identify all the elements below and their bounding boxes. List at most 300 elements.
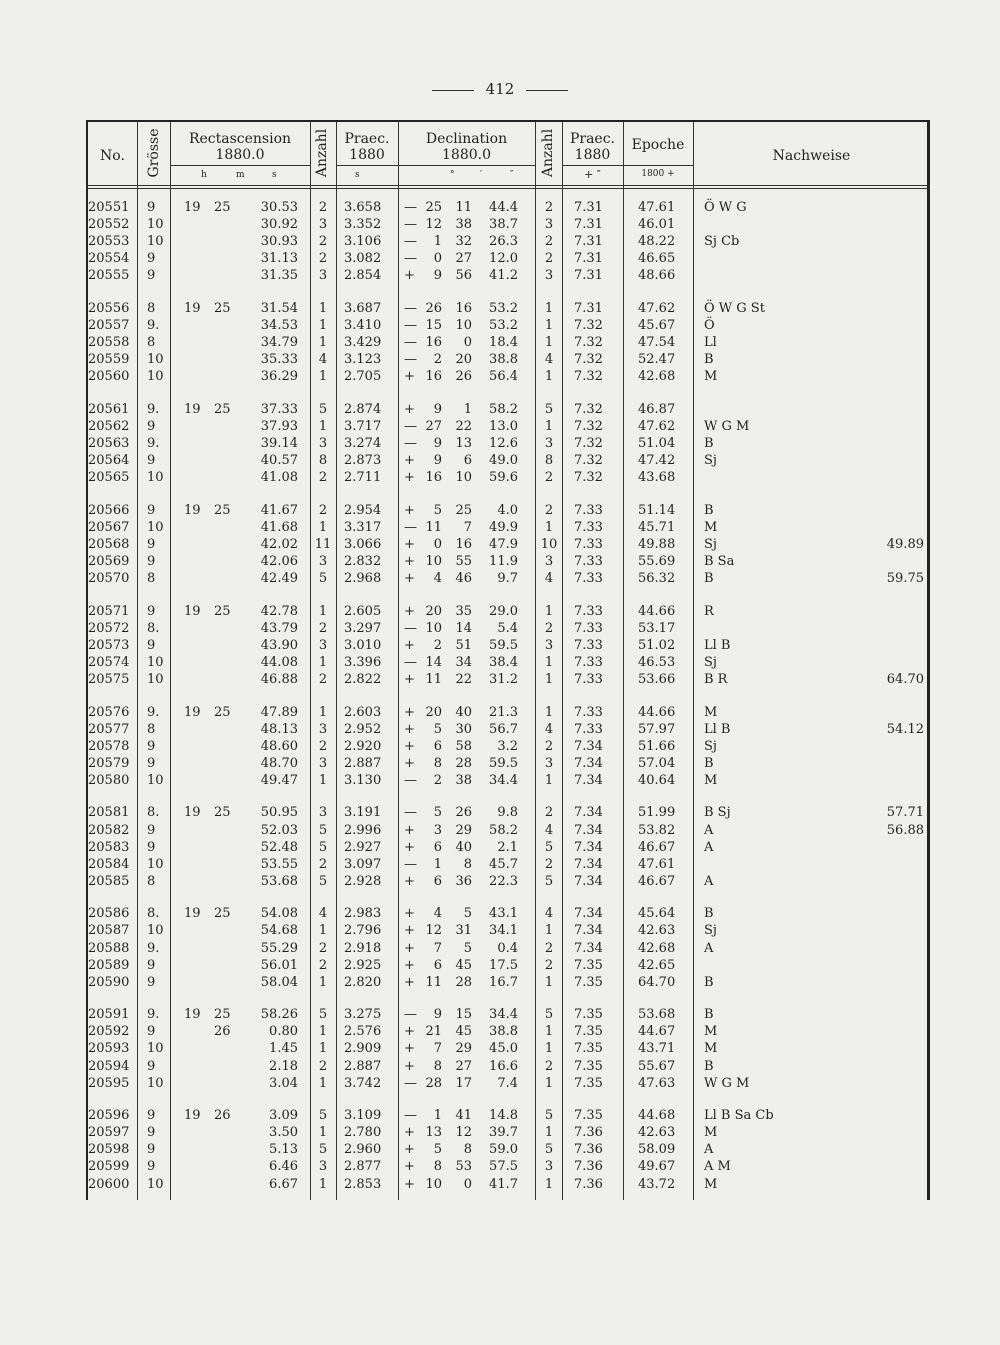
cell-sg: — [404, 519, 417, 535]
cell-n1: 5 [318, 839, 328, 855]
cell-pr2: 7.33 [574, 554, 603, 569]
header-nachweise: Nachweise [772, 148, 851, 164]
cell-sg: — [404, 234, 417, 250]
cell-ds: 43.1 [489, 906, 518, 922]
cell-sg: + [404, 637, 415, 653]
cell-s: 31.35 [260, 268, 298, 284]
cell-n1: 1 [318, 369, 328, 385]
cell-dd: 2 [433, 772, 442, 788]
cell-dm: 56 [455, 268, 472, 284]
cell-n2: 5 [544, 1108, 554, 1124]
cell-pr1: 3.352 [344, 217, 382, 233]
cell-dm: 29 [455, 822, 472, 838]
cell-ds: 59.0 [489, 1142, 518, 1158]
cell-dm: 10 [455, 318, 472, 333]
cell-pr2: 7.36 [574, 1176, 603, 1192]
cell-no: 20600 [88, 1176, 130, 1192]
cell-sg: + [404, 470, 415, 486]
cell-nw: A [704, 822, 714, 838]
cell-dm: 8 [463, 856, 472, 872]
cell-s: 48.13 [260, 721, 298, 737]
header-dec-unit-sec: ″ [510, 170, 514, 180]
cell-ep: 57.97 [638, 721, 676, 737]
cell-gr: 9 [147, 738, 156, 754]
cell-s: 31.54 [260, 300, 298, 316]
cell-dd: 0 [433, 536, 442, 552]
cell-h: 19 [184, 200, 201, 215]
cell-n2: 2 [544, 805, 554, 821]
cell-m: 25 [214, 906, 231, 922]
header-dec-unit-deg: ° [450, 170, 455, 180]
cell-sg: + [404, 672, 415, 687]
cell-n1: 2 [318, 620, 328, 636]
cell-n2: 4 [544, 906, 554, 922]
cell-dm: 51 [455, 637, 472, 653]
cell-nw: A M [704, 1159, 731, 1175]
cell-gr: 8. [147, 805, 160, 821]
cell-s: 30.53 [260, 200, 298, 215]
cell-ep: 46.67 [638, 839, 676, 855]
cell-nw: M [704, 772, 718, 788]
cell-ep: 44.68 [638, 1108, 676, 1124]
cell-h: 19 [184, 805, 201, 821]
cell-pr2: 7.33 [574, 536, 603, 552]
cell-no: 20588 [88, 940, 130, 956]
cell-nw: Ll B Sa Cb [704, 1108, 774, 1124]
cell-pr2: 7.33 [574, 571, 603, 587]
cell-no: 20592 [88, 1024, 130, 1040]
cell-s: 41.68 [260, 519, 298, 535]
cell-pr1: 3.010 [344, 637, 382, 653]
cell-pr1: 2.927 [344, 839, 382, 855]
cell-n1: 1 [318, 603, 328, 619]
cell-ds: 9.8 [497, 805, 518, 821]
cell-dd: 11 [425, 974, 442, 990]
cell-ds: 41.7 [489, 1176, 518, 1192]
cell-pr2: 7.34 [574, 822, 603, 838]
cell-h: 19 [184, 1108, 201, 1124]
header-ra-unit-s: s [272, 170, 277, 180]
cell-ep: 47.62 [638, 300, 676, 316]
cell-no: 20578 [88, 738, 130, 754]
cell-dd: 11 [425, 672, 442, 687]
cell-nw: B [704, 571, 714, 587]
cell-dd: 16 [425, 470, 442, 486]
cell-sg: — [404, 251, 417, 267]
cell-pr1: 2.605 [344, 603, 382, 619]
cell-ep: 45.67 [638, 318, 676, 333]
cell-ds: 4.0 [497, 502, 518, 518]
cell-sg: + [404, 704, 415, 720]
cell-ds: 18.4 [489, 335, 518, 351]
cell-n2: 2 [544, 957, 554, 973]
cell-no: 20557 [88, 318, 130, 333]
cell-n1: 1 [318, 772, 328, 788]
cell-n1: 1 [318, 1041, 328, 1057]
cell-nw: B [704, 502, 714, 518]
cell-s: 44.08 [260, 654, 298, 670]
cell-pr2: 7.36 [574, 1142, 603, 1158]
cell-pr2: 7.35 [574, 1058, 603, 1074]
cell-dm: 11 [455, 200, 472, 215]
cell-ep: 47.63 [638, 1075, 676, 1091]
cell-h: 19 [184, 906, 201, 922]
cell-nw: W G M [704, 1075, 750, 1091]
cell-ds: 2.1 [497, 839, 518, 855]
header-praec-1: Praec. [344, 131, 390, 147]
cell-n1: 3 [318, 637, 328, 653]
cell-nw: M [704, 519, 718, 535]
cell-ds: 56.4 [489, 369, 518, 385]
cell-nw: B [704, 1007, 714, 1023]
cell-n1: 1 [318, 519, 328, 535]
cell-gr: 9 [147, 1125, 156, 1141]
cell-pr1: 3.317 [344, 519, 382, 535]
cell-s: 31.13 [260, 251, 298, 267]
cell-pr2: 7.31 [574, 217, 603, 233]
cell-pr2: 7.34 [574, 805, 603, 821]
cell-m: 25 [214, 300, 231, 316]
cell-dm: 22 [455, 418, 472, 434]
cell-gr: 10 [147, 672, 164, 687]
cell-sg: + [404, 268, 415, 284]
cell-sg: + [404, 571, 415, 587]
cell-dd: 20 [425, 704, 442, 720]
cell-h: 19 [184, 300, 201, 316]
cell-m: 25 [214, 401, 231, 417]
cell-sg: — [404, 1108, 417, 1124]
cell-pr2: 7.33 [574, 637, 603, 653]
cell-ds: 58.2 [489, 401, 518, 417]
cell-ds: 9.7 [497, 571, 518, 587]
cell-n1: 2 [318, 200, 328, 215]
cell-n1: 1 [318, 1125, 328, 1141]
cell-pr1: 3.297 [344, 620, 382, 636]
cell-nw: R [704, 603, 714, 619]
cell-n1: 2 [318, 1058, 328, 1074]
cell-s: 53.55 [260, 856, 298, 872]
cell-pr2: 7.33 [574, 620, 603, 636]
cell-s: 41.67 [260, 502, 298, 518]
cell-ep: 42.63 [638, 1125, 676, 1141]
cell-dm: 53 [455, 1159, 472, 1175]
cell-no: 20553 [88, 234, 130, 250]
cell-gr: 8. [147, 620, 160, 636]
cell-sg: + [404, 1159, 415, 1175]
cell-pr2: 7.31 [574, 234, 603, 250]
cell-pr1: 2.874 [344, 401, 382, 417]
cell-dm: 31 [455, 923, 472, 939]
cell-gr: 8 [147, 300, 156, 316]
cell-pr1: 2.887 [344, 755, 382, 771]
cell-h: 19 [184, 502, 201, 518]
cell-pr2: 7.32 [574, 453, 603, 469]
cell-dm: 28 [455, 755, 472, 771]
cell-ep: 45.71 [638, 519, 676, 535]
cell-ep: 51.04 [638, 436, 676, 451]
cell-pr2: 7.32 [574, 436, 603, 451]
cell-x: 57.71 [886, 805, 924, 821]
cell-dm: 14 [455, 620, 472, 636]
cell-pr1: 2.920 [344, 738, 382, 754]
cell-pr1: 2.705 [344, 369, 382, 385]
cell-no: 20559 [88, 352, 130, 368]
cell-nw: B Sa [704, 554, 735, 569]
cell-ds: 16.6 [489, 1058, 518, 1074]
cell-no: 20597 [88, 1125, 130, 1141]
header-praec-1-year: 1880 [349, 147, 385, 163]
cell-m: 26 [214, 1108, 231, 1124]
cell-n1: 2 [318, 940, 328, 956]
cell-no: 20599 [88, 1159, 130, 1175]
cell-ds: 57.5 [489, 1159, 518, 1175]
cell-n2: 1 [544, 974, 554, 990]
cell-ep: 46.87 [638, 401, 676, 417]
cell-nw: Sj [704, 923, 717, 939]
cell-n1: 5 [318, 1142, 328, 1158]
cell-n1: 4 [318, 906, 328, 922]
cell-h: 19 [184, 1007, 201, 1023]
cell-n2: 1 [544, 369, 554, 385]
cell-gr: 8 [147, 721, 156, 737]
header-groesse: Grösse [146, 128, 162, 178]
cell-gr: 9 [147, 554, 156, 569]
cell-nw: W G M [704, 418, 750, 434]
cell-dd: 8 [433, 1058, 442, 1074]
cell-n2: 1 [544, 923, 554, 939]
cell-gr: 8. [147, 906, 160, 922]
cell-s: 30.92 [260, 217, 298, 233]
cell-dd: 15 [425, 318, 442, 333]
cell-pr1: 2.960 [344, 1142, 382, 1158]
cell-dd: 1 [433, 856, 442, 872]
cell-pr1: 3.410 [344, 318, 382, 333]
cell-nw: Sj [704, 738, 717, 754]
cell-s: 52.03 [260, 822, 298, 838]
cell-sg: + [404, 721, 415, 737]
cell-gr: 9 [147, 200, 156, 215]
cell-n1: 2 [318, 234, 328, 250]
cell-ds: 29.0 [489, 603, 518, 619]
cell-dm: 22 [455, 672, 472, 687]
cell-pr1: 2.996 [344, 822, 382, 838]
cell-n1: 1 [318, 318, 328, 333]
cell-gr: 8 [147, 335, 156, 351]
cell-n2: 4 [544, 822, 554, 838]
cell-pr2: 7.32 [574, 335, 603, 351]
cell-no: 20593 [88, 1041, 130, 1057]
cell-ds: 12.6 [489, 436, 518, 451]
cell-ds: 7.4 [497, 1075, 518, 1091]
cell-n2: 5 [544, 873, 554, 889]
cell-n1: 11 [314, 536, 332, 552]
cell-n2: 4 [544, 721, 554, 737]
cell-pr2: 7.34 [574, 755, 603, 771]
cell-dd: 9 [433, 1007, 442, 1023]
cell-dm: 13 [455, 436, 472, 451]
cell-no: 20580 [88, 772, 130, 788]
cell-ds: 34.4 [489, 772, 518, 788]
cell-ep: 42.63 [638, 923, 676, 939]
cell-dm: 45 [455, 1024, 472, 1040]
cell-ds: 53.2 [489, 318, 518, 333]
cell-sg: + [404, 502, 415, 518]
cell-dm: 27 [455, 1058, 472, 1074]
cell-s: 49.47 [260, 772, 298, 788]
cell-s: 50.95 [260, 805, 298, 821]
cell-nw: Sj [704, 453, 717, 469]
cell-dm: 27 [455, 251, 472, 267]
cell-dm: 41 [455, 1108, 472, 1124]
cell-s: 43.90 [260, 637, 298, 653]
cell-dm: 26 [455, 369, 472, 385]
cell-dm: 28 [455, 974, 472, 990]
cell-ep: 48.66 [638, 268, 676, 284]
cell-n1: 1 [318, 654, 328, 670]
cell-ep: 44.67 [638, 1024, 676, 1040]
cell-gr: 10 [147, 772, 164, 788]
cell-ep: 47.54 [638, 335, 676, 351]
cell-ep: 44.66 [638, 603, 676, 619]
cell-nw: M [704, 369, 718, 385]
cell-ds: 49.9 [489, 519, 518, 535]
cell-s: 42.78 [260, 603, 298, 619]
cell-pr1: 2.983 [344, 906, 382, 922]
cell-gr: 9. [147, 940, 160, 956]
cell-ds: 58.2 [489, 822, 518, 838]
cell-n1: 5 [318, 571, 328, 587]
cell-n2: 3 [544, 755, 554, 771]
cell-n2: 3 [544, 436, 554, 451]
cell-no: 20585 [88, 873, 130, 889]
cell-n2: 4 [544, 352, 554, 368]
cell-gr: 9 [147, 268, 156, 284]
cell-dm: 46 [455, 571, 472, 587]
cell-no: 20558 [88, 335, 130, 351]
cell-gr: 10 [147, 234, 164, 250]
cell-no: 20591 [88, 1007, 130, 1023]
cell-s: 56.01 [260, 957, 298, 973]
cell-no: 20572 [88, 620, 130, 636]
cell-n2: 1 [544, 418, 554, 434]
cell-no: 20565 [88, 470, 130, 486]
cell-pr1: 2.853 [344, 1176, 382, 1192]
cell-nw: B [704, 436, 714, 451]
cell-dm: 38 [455, 772, 472, 788]
cell-pr2: 7.33 [574, 654, 603, 670]
cell-dd: 12 [425, 923, 442, 939]
cell-nw: Ö W G St [704, 300, 765, 316]
cell-pr2: 7.35 [574, 957, 603, 973]
cell-dd: 2 [433, 637, 442, 653]
cell-ep: 52.47 [638, 352, 676, 368]
cell-ep: 43.72 [638, 1176, 676, 1192]
cell-ds: 59.5 [489, 755, 518, 771]
cell-ep: 44.66 [638, 704, 676, 720]
cell-sg: + [404, 957, 415, 973]
header-praec-1-unit: s [355, 170, 360, 180]
cell-pr1: 2.832 [344, 554, 382, 569]
cell-nw: A [704, 873, 714, 889]
cell-no: 20598 [88, 1142, 130, 1158]
cell-s: 0.80 [269, 1024, 298, 1040]
cell-dm: 5 [463, 940, 472, 956]
cell-pr2: 7.33 [574, 721, 603, 737]
cell-sg: + [404, 401, 415, 417]
cell-s: 35.33 [260, 352, 298, 368]
cell-dd: 8 [433, 1159, 442, 1175]
cell-pr1: 2.796 [344, 923, 382, 939]
cell-dd: 21 [425, 1024, 442, 1040]
cell-ds: 14.8 [489, 1108, 518, 1124]
cell-pr1: 2.952 [344, 721, 382, 737]
cell-ds: 34.4 [489, 1007, 518, 1023]
cell-x: 59.75 [886, 571, 924, 587]
cell-dm: 55 [455, 554, 472, 569]
cell-dd: 16 [425, 335, 442, 351]
cell-no: 20569 [88, 554, 130, 569]
cell-no: 20556 [88, 300, 130, 316]
cell-pr1: 2.877 [344, 1159, 382, 1175]
cell-sg: + [404, 923, 415, 939]
cell-n1: 2 [318, 957, 328, 973]
cell-ds: 45.0 [489, 1041, 518, 1057]
cell-dm: 32 [455, 234, 472, 250]
cell-x: 56.88 [886, 822, 924, 838]
cell-n2: 1 [544, 300, 554, 316]
cell-n2: 5 [544, 1142, 554, 1158]
cell-pr2: 7.35 [574, 1108, 603, 1124]
cell-n2: 2 [544, 940, 554, 956]
cell-n2: 1 [544, 1176, 554, 1192]
cell-s: 52.48 [260, 839, 298, 855]
cell-ep: 47.61 [638, 856, 676, 872]
cell-ds: 5.4 [497, 620, 518, 636]
cell-no: 20560 [88, 369, 130, 385]
cell-gr: 9. [147, 704, 160, 720]
cell-nw: A [704, 839, 714, 855]
cell-ep: 64.70 [638, 974, 676, 990]
cell-ds: 45.7 [489, 856, 518, 872]
cell-nw: M [704, 1024, 718, 1040]
cell-dd: 14 [425, 654, 442, 670]
cell-pr1: 3.275 [344, 1007, 382, 1023]
cell-no: 20571 [88, 603, 130, 619]
cell-ep: 45.64 [638, 906, 676, 922]
cell-h: 19 [184, 603, 201, 619]
cell-ep: 51.99 [638, 805, 676, 821]
cell-s: 6.67 [269, 1176, 298, 1192]
cell-no: 20570 [88, 571, 130, 587]
cell-gr: 9 [147, 755, 156, 771]
cell-no: 20577 [88, 721, 130, 737]
cell-dd: 5 [433, 721, 442, 737]
cell-ep: 47.61 [638, 200, 676, 215]
cell-pr2: 7.32 [574, 418, 603, 434]
cell-pr2: 7.32 [574, 318, 603, 333]
cell-ep: 51.66 [638, 738, 676, 754]
cell-ep: 58.09 [638, 1142, 676, 1158]
cell-pr2: 7.33 [574, 603, 603, 619]
cell-nw: Ö [704, 318, 715, 333]
cell-gr: 9 [147, 536, 156, 552]
cell-dd: 20 [425, 603, 442, 619]
cell-n1: 8 [318, 453, 328, 469]
cell-gr: 9. [147, 436, 160, 451]
header-anzahl-2: Anzahl [540, 128, 556, 178]
cell-dm: 20 [455, 352, 472, 368]
cell-pr2: 7.34 [574, 738, 603, 754]
